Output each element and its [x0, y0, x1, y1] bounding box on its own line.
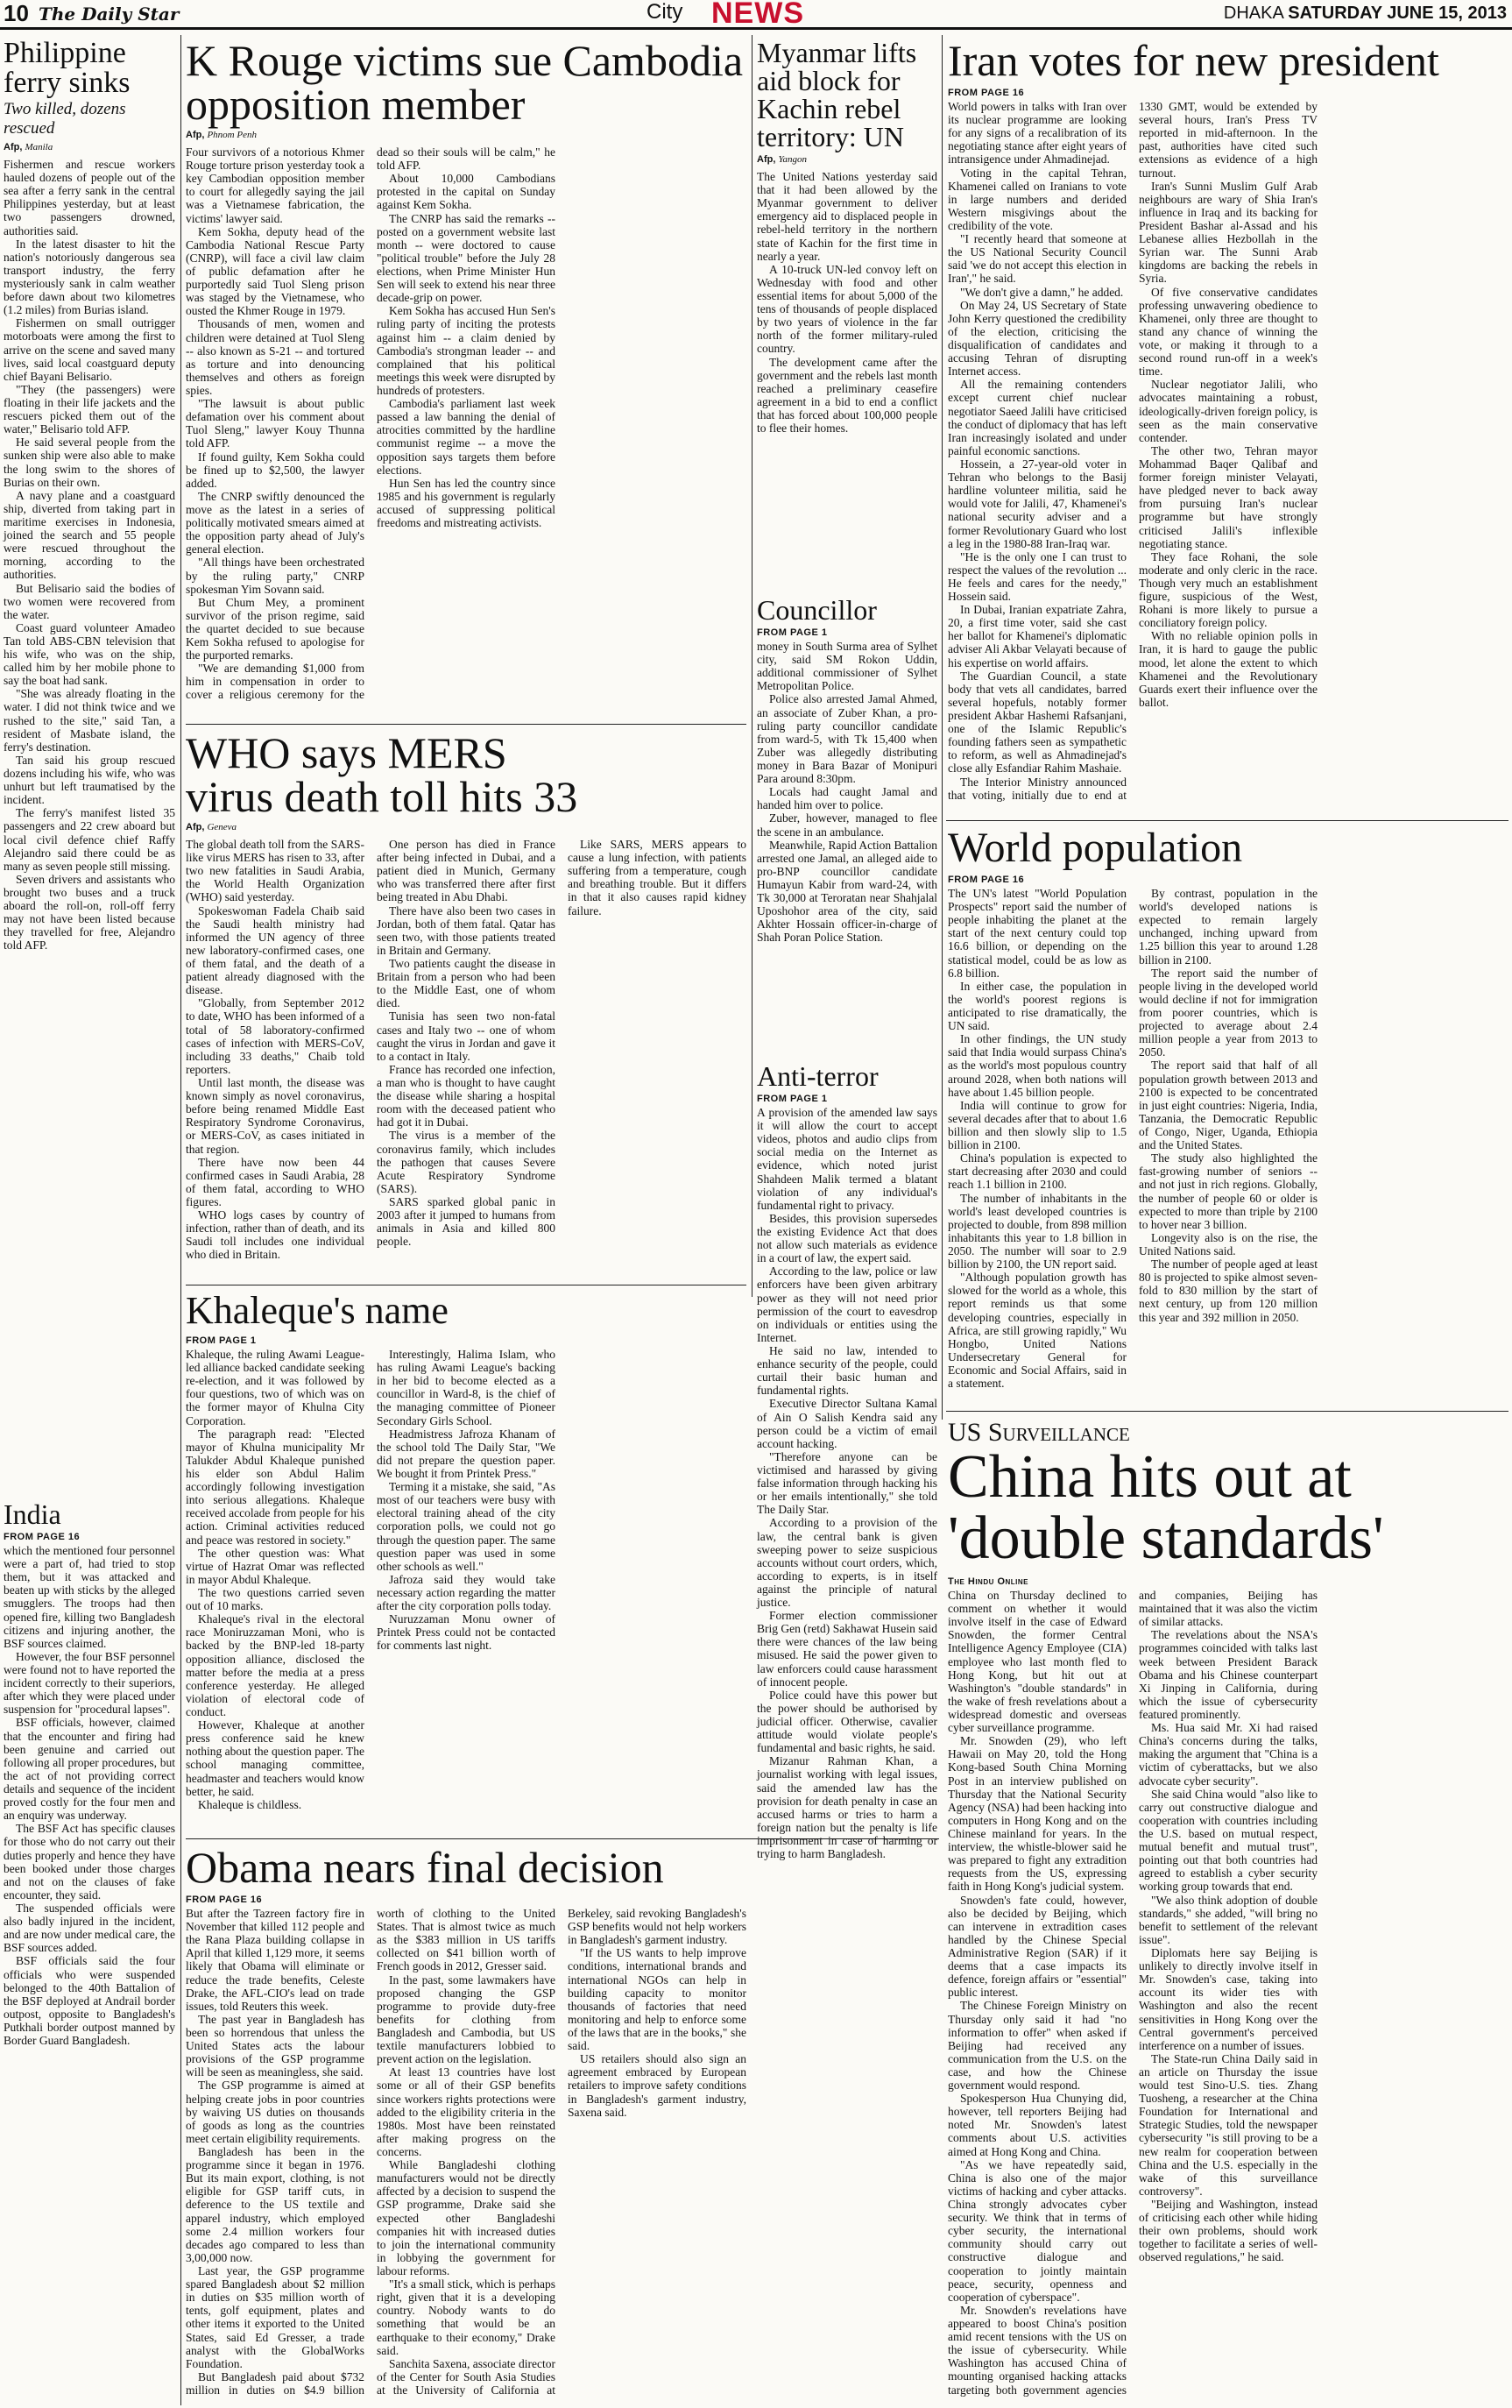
column-rule: [180, 35, 181, 2405]
headline: Khaleque's name: [186, 1289, 449, 1332]
byline: Afp, Yangon: [757, 154, 808, 165]
headline: Philippine ferry sinks: [4, 37, 131, 99]
article-china-surveillance: [948, 1418, 1508, 2403]
headline: World population: [948, 825, 1243, 871]
article-mers: [186, 728, 746, 1279]
article-body: China on Thursday declined to comment on whether it would involve itself in the case of Edward Snowden, the former Central Intelligence Agency Employee (CIA) employee who last month fled to Hong Kong, but hit out at Washington's "double standards" in the wake of fresh revelations about a widespread domestic and overseas cyber surveillance programme. Mr. Snowden (29), who left Hawaii on May 20, told the Hong Kong-based South China Morning Post in an interview published on Thursday that the National Security Agency (NSA) had been hacking into computers in Hong Kong and on the Chinese mainland for years. In the interview, the whistle-blower said he was prepared to fight any extradition requests from the US, expressing faith in Hong Kong's judicial system. Snowden's fate could, however, also be decided by Beijing, which can intervene in extradition cases handled by the Chinese Special Administrative Region (SAR) if it deems that a case impacts its defence, foreign affairs or "essential" public interest. The Chinese Foreign Ministry on Thursday only said it had "no information to offer" when asked if Beijing had received any communication from the U.S. on the case, and how the Chinese government would respond. Spokesperson Hua Chunying did, however, tell reporters Beijing had noted Mr. Snowden's latest comments about U.S. activities aimed at Hong Kong and China. "As we have repeatedly said, China is also one of the major victims of hacking and cyber attacks. China strongly advocates cyber security. We think that in terms of cyber security, the international community should carry out constructive dialogue and cooperation to jointly maintain peace, security, openness and cooperation of cyberspace". Mr. Snowden's revelations have appeared to boost China's position amid recent tensions with the US on the issue of cybersecurity. While Washington has accused China of mounting organised hacking attacks targeting both government agencies and companies, Beijing has maintained that it was also the victim of similar attacks. The revelations about the NSA's programmes coincided with talks last week between President Barack Obama and his Chinese counterpart Xi Jinping in California, during which the issue of cybersecurity featured prominently. Ms. Hua said Mr. Xi had raised China's concerns during the talks, making the argument that "China is a victim of cyberattacks, but we also advocate cyber security". She said China would "also like to carry out constructive dialogue and cooperation with countries including the U.S. based on mutual respect, mutual benefit and mutual trust", pointing out that both countries had agreed to establish a cyber security working group towards that end. "We also think adoption of double standards," she added, "will bring no benefit to settlement of the relevant issue". Diplomats here say Beijing is unlikely to directly involve itself in Mr. Snowden's case, taking into account its wider ties with Washington and also the recent sensitivities in Hong Kong over the Central government's perceived interference on a number of issues. The State-run China Daily said in an article on Thursday the issue would test Sino-U.S. ties. Zhang Tuosheng, a researcher at the China Foundation for International and Strategic Studies, told the newspaper cybersecurity "is still proving to be a new realm for cooperation between China and the U.S. especially in the wake of this surveillance controversy". "Beijing and Washington, instead of criticising each other while hiding their own problems, should work together to facilitate a series of well-observed regulations," he said.: [948, 1589, 1318, 2397]
dateline-date: SATURDAY JUNE 15, 2013: [1288, 4, 1507, 23]
continued-from: FROM PAGE 16: [4, 1532, 81, 1542]
continued-from: FROM PAGE 16: [948, 88, 1025, 98]
section-label: NEWS: [711, 0, 804, 30]
headline: K Rouge victims sue Cambodia opposition member: [186, 36, 744, 129]
article-world-population: [948, 827, 1508, 1406]
headline: WHO says MERS virus death toll hits 33: [186, 728, 578, 821]
article-body: Khaleque, the ruling Awami League-led alliance backed candidate seeking re-election, and it was followed by four questions, two of which was on the former mayor of Khulna City Corporation. The paragraph read: "Elected mayor of Khulna municipality Mr Talukder Abdul Khaleque punished his elder son Abdul Halim accordingly following investigation into serious allegations. Khaleque received accolade from people for his action. Criminal activities reduced and peace was restored in society." The other question was: What virtue of Hazrat Omar was reflected in mayor Abdul Khaleque. The two questions carried seven out of 10 marks. Khaleque's rival in the electoral race Moniruzzaman Moni, who is backed by the BNP-led 18-party opposition alliance, disclosed the matter before the media at a press conference yesterday. He alleged violation of electoral code of conduct. However, Khaleque at another press conference said he knew nothing about the question paper. The school managing committee, headmaster and teachers would know better, he said. Khaleque is childless. Interestingly, Halima Islam, who has ruling Awami League's backing in her bid to become elected as a councillor in Ward-8, is the chief of the managing committee of Pioneer Secondary Girls School. Headmistress Jafroza Khanam of the school told The Daily Star, "We did not prepare the question paper. We bought it from Printek Press." Terming it a mistake, she said, "As most of our teachers were busy with electoral training ahead of the city corporation polls, we could not go through the question paper. The same question paper was used in some other schools as well." Jafroza said they would take necessary action regarding the matter after the city corporation polls today. Nuruzzaman Monu owner of Printek Press could not be contacted for comments last night.: [186, 1348, 555, 1811]
article-body: Four survivors of a notorious Khmer Rouge torture prison yesterday took a key Cambodian opposition member to court for allegedly saying the jail was a Vietnamese fabrication, the victims' lawyer said. Kem Sokha, deputy head of the Cambodia National Rescue Party (CNRP), will face a civil law claim of public defamation after he purportedly said Tuol Sleng prison was staged by the Vietnamese, who ousted the Khmer Rouge in 1979. Thousands of men, women and children were detained at Tuol Sleng -- also known as S-21 -- and tortured as torture and into denouncing themselves and others as foreign spies. "The lawsuit is about public defamation over his comment about Tuol Sleng," lawyer Kouy Thunna told AFP. If found guilty, Kem Sokha could be fined up to $2,500, the lawyer added. The CNRP swiftly denounced the move as the latest in a series of politically motivated smears aimed at the opposition party ahead of July's general election. "All things have been orchestrated by the ruling party," CNRP spokesman Yim Sovann said. But Chum Mey, a prominent survivor of the prison regime, said the quartet decided to sue because Kem Sokha refused to apologise for the purported remarks. "We are demanding $1,000 from him in compensation in order to cover a religious ceremony for the dead so their souls will be calm," he told AFP. About 10,000 Cambodians protested in the capital on Sunday against Kem Sokha. The CNRP has said the remarks -- posted on a government website last month -- were doctored to cause "political trouble" before the July 28 elections, when Prime Minister Hun Sen will seek to extend his near three decade-grip on power. Kem Sokha has accused Hun Sen's ruling party of inciting the protests against him -- a claim denied by Cambodia's strongman leader -- and complained that his political meetings this week were disrupted by hundreds of protesters. Cambodia's parliament last week passed a law banning the denial of atrocities committed by the hardline communist regime -- a move the opposition says targets them before elections. Hun Sen has led the country since 1985 and his government is regularly accused of suppressing political freedoms and mistreating activists.: [186, 145, 555, 702]
headline: Councillor: [757, 594, 877, 626]
article-body: The UN's latest "World Population Prospects" report said the number of people inhabiting the planet at the start of the next century could top 16.6 billion, or depending on the statistical model, could be as low as 6.8 billion. In either case, the population in the world's poorest regions is anticipated to rise dramatically, the UN said. In other findings, the UN study said that India would surpass China's as the world's most populous country around 2028, when both nations will have about 1.45 billion people. India will continue to grow for several decades after that to about 1.6 billion and then slowly slip to 1.5 billion in 2100. China's population is expected to start decreasing after 2030 and could reach 1.1 billion in 2100. The number of inhabitants in the world's least developed countries is projected to double, from 898 million inhabitants this year to 1.8 billion in 2050. The number will soar to 2.9 billion by 2100, the UN report said. "Although population growth has slowed for the world as a whole, this report reminds us that some developing countries, especially in Africa, are still growing rapidly," Wu Hongbo, United Nations Undersecretary General for Economic and Social Affairs, said in a statement. By contrast, population in the world's developed nations is expected to remain largely unchanged, inching upward from 1.25 billion this year to around 1.28 billion in 2100. The report said the number of people living in the developed world would decline if not for immigration from poorer countries, which is projected to average about 2.4 million people a year from 2013 to 2050. The report said that half of all population growth between 2013 and 2100 is expected to be concentrated in just eight countries: Nigeria, India, Tanzania, the Democratic Republic of Congo, Niger, Uganda, Ethiopia and the United States. The study also highlighted the fast-growing number of seniors -- and not just in rich regions. Globally, the number of people 60 or older is expected to more than triple by 2100 to hover near 3 billion. Longevity also is on the rise, the United Nations said. The number of people aged at least 80 is projected to spike almost seven-fold to 830 million by the start of next century, up from 120 million this year and 392 million in 2050.: [948, 887, 1318, 1391]
article-body: World powers in talks with Iran over its nuclear programme are looking for any signs of a recalibration of its negotiating stance after eight years of intransigence under Ahmadinejad. Voting in the capital Tehran, Khamenei called on Iranians to vote in large numbers and derided Western misgivings about the credibility of the vote. "I recently heard that someone at the US National Security Council said 'we do not accept this election in Iran'," he said. "We don't give a damn," he added. On May 24, US Secretary of State John Kerry questioned the credibility of the election, criticising the disqualification of candidates and accusing Tehran of disrupting Internet access. All the remaining contenders except current chief nuclear negotiator Saeed Jalili have criticised the conduct of diplomacy that has left Iran increasingly isolated and under painful economic sanctions. Hossein, a 27-year-old voter in Tehran who belongs to the Basij hardline volunteer militia, said he would vote for Jalili, 47, Khamenei's national security adviser and a former Revolutionary Guard who lost a leg in the 1980-88 Iran-Iraq war. "He is the only one I can trust to respect the values of the revolution ... He feels and cares for the needy," Hossein said. In Dubai, Iranian expatriate Zahra, 20, a first time voter, said she cast her ballot for Khamenei's diplomatic adviser Ali Akbar Velayati because of his expertise on world affairs. The Guardian Council, a state body that vets all candidates, barred several hopefuls, notably former president Akbar Hashemi Rafsanjani, one of the Islamic Republic's founding fathers seen as sympathetic to reform, as well as Ahmadinejad's close ally Esfandiar Rahim Mashaie. The Interior Ministry announced that voting, initially due to end at 1330 GMT, would be extended by several hours, Iran's Press TV reported in mid-afternoon. In the past, authorities have cited such extensions as evidence of a high turnout. Iran's Sunni Muslim Gulf Arab neighbours are wary of Shia Iran's influence in Iraq and its backing for President Bashar al-Assad and his Lebanese allies Hezbollah in the Syrian war. The Sunni Arab kingdoms are backing the rebels in Syria. Of five conservative candidates professing unwavering obedience to Khamenei, only three are thought to stand any chance of winning the vote, or making it through to a second round run-off in a week's time. Nuclear negotiator Jalili, who advocates maintaining a robust, ideologically-driven foreign policy, is seen as the main conservative contender. The other two, Tehran mayor Mohammad Baqer Qalibaf and former foreign minister Velayati, have pledged never to back away from pursuing Iran's nuclear programme but have strongly criticised Jalili's inflexible negotiating stance. They face Rohani, the sole moderate and only cleric in the race. Though very much an establishment figure, suspicious of the West, Rohani is more likely to pursue a conciliatory foreign policy. With no reliable opinion polls in Iran, it is hard to gauge the public mood, let alone the extent to which Khamenei and the Revolutionary Guards exert their influence over the ballot.: [948, 100, 1318, 802]
article-anti-terror: [757, 1060, 937, 1861]
byline: Afp, Geneva: [186, 822, 237, 832]
column-rule: [942, 35, 943, 1420]
continued-from: FROM PAGE 1: [186, 1335, 257, 1346]
article-khaleque: [186, 1289, 746, 1833]
headline: China hits out at 'double standards': [948, 1443, 1384, 1572]
article-body: But after the Tazreen factory fire in November that killed 112 people and the Rana Plaza building collapse in April that killed 1,129 more, it seems likely that Obama will eliminate or reduce the trade benefits, Celeste Drake, the AFL-CIO's lead on trade issues, told Reuters this week. The past year in Bangladesh has been so horrendous that unless the United States acts the labour provisions of the GSP programme will be seen as meaningless, she said. The GSP programme is aimed at helping create jobs in poor countries by waiving US duties on thousands of goods as long as the countries meet certain eligibility requirements. Bangladesh has been in the programme since it began in 1976. But its main export, clothing, is not eligible for GSP tariff cuts, in deference to the US textile and apparel industry, which employed some 2.4 million workers four decades ago compared to less than 3,00,000 now. Last year, the GSP programme spared Bangladesh about $2 million in duties on $35 million worth of tents, golf equipment, plates and other items it exported to the United States, said Ed Gresser, a trade analyst with the GlobalWorks Foundation. But Bangladesh paid about $732 million in duties on $4.9 billion worth of clothing to the United States. That is almost twice as much as the $383 million in US tariffs collected on $41 billion worth of French goods in 2012, Gresser said. In the past, some lawmakers have proposed changing the GSP programme to provide duty-free benefits for clothing from Bangladesh and Cambodia, but US textile manufacturers lobbied to prevent action on the legislation. At least 13 countries have lost some or all of their GSP benefits since workers rights protections were added to the eligibility criteria in the 1980s. Most have been reinstated after making progress on the concerns. While Bangladeshi clothing manufacturers would not be directly affected by a decision to suspend the GSP programme, Drake said she expected other Bangladeshi companies hit with increased duties to join the international community in lobbying the government for labour reforms. "It's a small stick, which is perhaps right, given that it is a developing country. Nobody wants to do something that would be an earthquake to their economy," Drake said. Sanchita Saxena, associate director of the Center for South Asia Studies at the University of California at Berkeley, said revoking Bangladesh's GSP benefits would not help workers in Bangladesh's garment industry. "If the US wants to help improve conditions, international brands and international NGOs can help in building capacity to monitor thousands of factories that need monitoring and help to enforce some of the laws that are in the books," she said. US retailers should also sign an agreement embraced by European retailers to improve safety conditions in Bangladesh's garment industry, Saxena said.: [186, 1907, 746, 2397]
masthead: [0, 0, 1512, 30]
headline: Anti-terror: [757, 1060, 879, 1092]
article-myanmar: [757, 39, 937, 591]
dateline-city: DHAKA: [1223, 4, 1283, 23]
article-councillor: [757, 596, 937, 1057]
deck: Two killed, dozens rescued: [4, 100, 126, 138]
continued-from: FROM PAGE 1: [757, 1094, 828, 1104]
continued-from: FROM PAGE 16: [948, 875, 1025, 885]
article-body: The global death toll from the SARS-like virus MERS has risen to 33, after two new fatalities in Saudi Arabia, the World Health Organization (WHO) said yesterday. Spokeswoman Fadela Chaib said the Saudi health ministry had informed the UN agency of three new laboratory-confirmed cases, one of them fatal, and the death of a patient already diagnosed with the disease. "Globally, from September 2012 to date, WHO has been informed of a total of 58 laboratory-confirmed cases of infection with MERS-CoV, including 33 deaths," Chaib told reporters. Until last month, the disease was known simply as novel coronavirus, before being renamed Middle East Respiratory Syndrome Coronavirus, or MERS-CoV, as cases initiated in that region. There have now been 44 confirmed cases in Saudi Arabia, 28 of them fatal, according to WHO figures. WHO logs cases by country of infection, rather than of death, and its Saudi toll includes one individual who died in Britain. One person has died in France after being infected in Dubai, and a patient died in Munich, Germany who was transferred there after first being treated in Abu Dhabi. There have also been two cases in Jordan, both of them fatal. Qatar has seen two, with those patients treated in Britain and Germany. Two patients caught the disease in Britain from a person who had been to the Middle East, one of whom died. Tunisia has seen two non-fatal cases and Italy two -- one of whom caught the virus in Jordan and gave it to a contact in Italy. France has recorded one infection, a man who is thought to have caught the disease while sharing a hospital room with the deceased patient who had got it in Dubai. The virus is a member of the coronavirus family, which includes the pathogen that causes Severe Acute Respiratory Syndrome (SARS). SARS sparked global panic in 2003 after it jumped to humans from animals in Asia and killed 800 people. Like SARS, MERS appears to cause a lung infection, with patients suffering from a temperature, cough and breathing trouble. But it differs in that it also causes rapid kidney failure.: [186, 838, 746, 1262]
newspaper-name: The Daily Star: [39, 4, 180, 25]
article-obama: [186, 1845, 746, 2403]
headline: Iran votes for new president: [948, 36, 1439, 85]
headline: Obama nears final decision: [186, 1843, 664, 1892]
byline: Afp, Manila: [4, 142, 53, 152]
article-iran: [948, 36, 1508, 815]
article-india: [4, 1500, 175, 2403]
byline: The Hindu Online: [948, 1576, 1028, 1587]
kicker: US Surveillance: [948, 1418, 1130, 1447]
article-body: A provision of the amended law says it will allow the court to accept videos, photos and audio clips from social media on the Internet as evidence, which noted jurist Shahdeen Malik termed a blatant violation of any individual's fundamental right to privacy. Besides, this provision supersedes the existing Evidence Act that does not allow such materials as evidence in a court of law, the expert said. According to the law, police or law enforcers have been given arbitrary power as they will not need prior permission of the court to eavesdrop on individuals or entities using the Internet. He said no law, intended to enhance security of the people, could curtail their basic human and fundamental rights. Executive Director Sultana Kamal of Ain O Salish Kendra said any person could be a victim of email account hacking. "Therefore anyone can be victimised and harassed by giving false information through hacking his or her emails intentionally," she told The Daily Star. According to a provision of the law, the central bank is given sweeping power to seize suspicious accounts without court orders, which, according to experts, is in itself against the principle of natural justice. Former election commissioner Brig Gen (retd) Sakhawat Husein said there were chances of the law being misused. He said the power given to law enforcers could cause harassment of innocent people. Police could have this power but the power should be authorised by judicial officer. Otherwise, cavalier attitude would violate people's fundamental and basic rights, he said. Mizanur Rahman Khan, a journalist working with legal issues, said the amended law has the provision for death penalty in case an accused harms or tries to harm a foreign nation but the penalty is life imprisonment in case of harming or trying to harm Bangladesh.: [757, 1106, 937, 1861]
dateline: [1224, 4, 1507, 24]
article-k-rouge: [186, 36, 746, 719]
article-philippine-ferry: [4, 39, 175, 1493]
article-body: Fishermen and rescue workers hauled dozens of people out of the sea after a ferry sank in the central Philippines yesterday, but at least two passengers drowned, authorities said. In the latest disaster to hit the nation's notoriously dangerous sea transport industry, the ferry mysteriously sank in calm weather before dawn about two kilometres (1.2 miles) from Burias island. Fishermen on small outrigger motorboats were among the first to arrive on the scene and saved many lives, said local coastguard deputy chief Bayani Belisario. "They (the passengers) were floating in their life jackets and the rescuers picked them out of the water," Belisario told AFP. He said several people from the sunken ship were also able to make the long swim to the shores of Burias on their own. A navy plane and a coastguard ship, diverted from taking part in maritime exercises in Indonesia, joined the search and 55 people were rescued throughout the morning, according to the authorities. But Belisario said the bodies of two women were recovered from the water. Coast guard volunteer Amadeo Tan told ABS-CBN television that his wife, who was on the ship, called him by her mobile phone to say the boat had sank. "She was already floating in the water. I did not think twice and we rushed to the site," said Tan, a resident of Masbate island, the ferry's destination. Tan said his group rescued dozens including his wife, who was unhurt but left traumatised by the incident. The ferry's manifest listed 35 passengers and 22 crew aboard but local civil defence chief Raffy Alejandro said there could be as many as seven people still missing. Seven drivers and assistants who brought two buses and a truck aboard the roll-on, roll-off ferry may not have been listed because they travelled for free, Alejandro told AFP.: [4, 158, 175, 953]
byline: Afp, Phnom Penh: [186, 130, 257, 140]
article-body: money in South Surma area of Sylhet city, said SM Rokon Uddin, additional commissioner of Sylhet Metropolitan Police. Police also arrested Jamal Ahmed, an associate of Zuber Khan, a pro-ruling party councillor candidate from ward-5, with Tk 15,400 when Zuber was allegedly distributing money in Bara Bazar of Monipuri Para around 8:30pm. Locals had caught Jamal and handed him over to police. Zuber, however, managed to flee the scene in an ambulance. Meanwhile, Rapid Action Battalion arrested one Jamal, an alleged aide to pro-BNP councillor candidate Humayun Kabir from ward-24, with Tk 30,000 at Teroratan near Shahjalal Uposhohor area of the city, said Akhter Hossain officer-in-charge of Shah Poran Police Station.: [757, 640, 937, 945]
section-rule: [186, 724, 746, 725]
headline: India: [4, 1498, 61, 1530]
article-body: which the mentioned four personnel were a part of, had tried to stop them, but it was attacked and beaten up with sticks by the alleged smugglers. The troops had then opened fire, killing two Bangladesh citizens and injuring another, the BSF sources claimed. However, the four BSF personnel were found not to have reported the incident correctly to their superiors, after which they were placed under suspension for "procedural lapses". BSF officials, however, claimed that the encounter and firing had been genuine and carried out following all proper procedures, but the act of not providing correct details and sequence of the incident proved costly for the four men and an enquiry was underway. The BSF Act has specific clauses for those who do not carry out their duties properly and hence they have been booked under those charges and not on the clauses of fake encounter, they said. The suspended officials were also badly injured in the incident, and are now under medical care, the BSF sources added. BSF officials said the four officials who were suspended belonged to the 40th Battalion of the BSF deployed at Andrail border outpost, opposite to Bangladesh's Putkhali border outpost manned by Border Guard Bangladesh.: [4, 1544, 175, 2048]
continued-from: FROM PAGE 16: [186, 1895, 263, 1905]
headline: Myanmar lifts aid block for Kachin rebel territory: UN: [757, 37, 917, 152]
section-name: City: [646, 0, 683, 24]
section-rule: [946, 820, 1508, 821]
article-body: The United Nations yesterday said that it had been allowed by the Myanmar government to deliver emergency aid to displaced people in rebel-held territory in the northern state of Kachin for the first time in nearly a year. A 10-truck UN-led convoy left on Wednesday with food and other essential items for about 5,000 of the tens of thousands of people displaced by two years of violence in the far north of the former military-ruled country. The development came after the government and the rebels last month reached a preliminary ceasefire agreement in a bid to end a conflict that has forced about 100,000 people to flee their homes.: [757, 170, 937, 436]
section-rule: [946, 1411, 1508, 1412]
page-number: 10: [4, 0, 29, 26]
continued-from: FROM PAGE 1: [757, 627, 828, 638]
